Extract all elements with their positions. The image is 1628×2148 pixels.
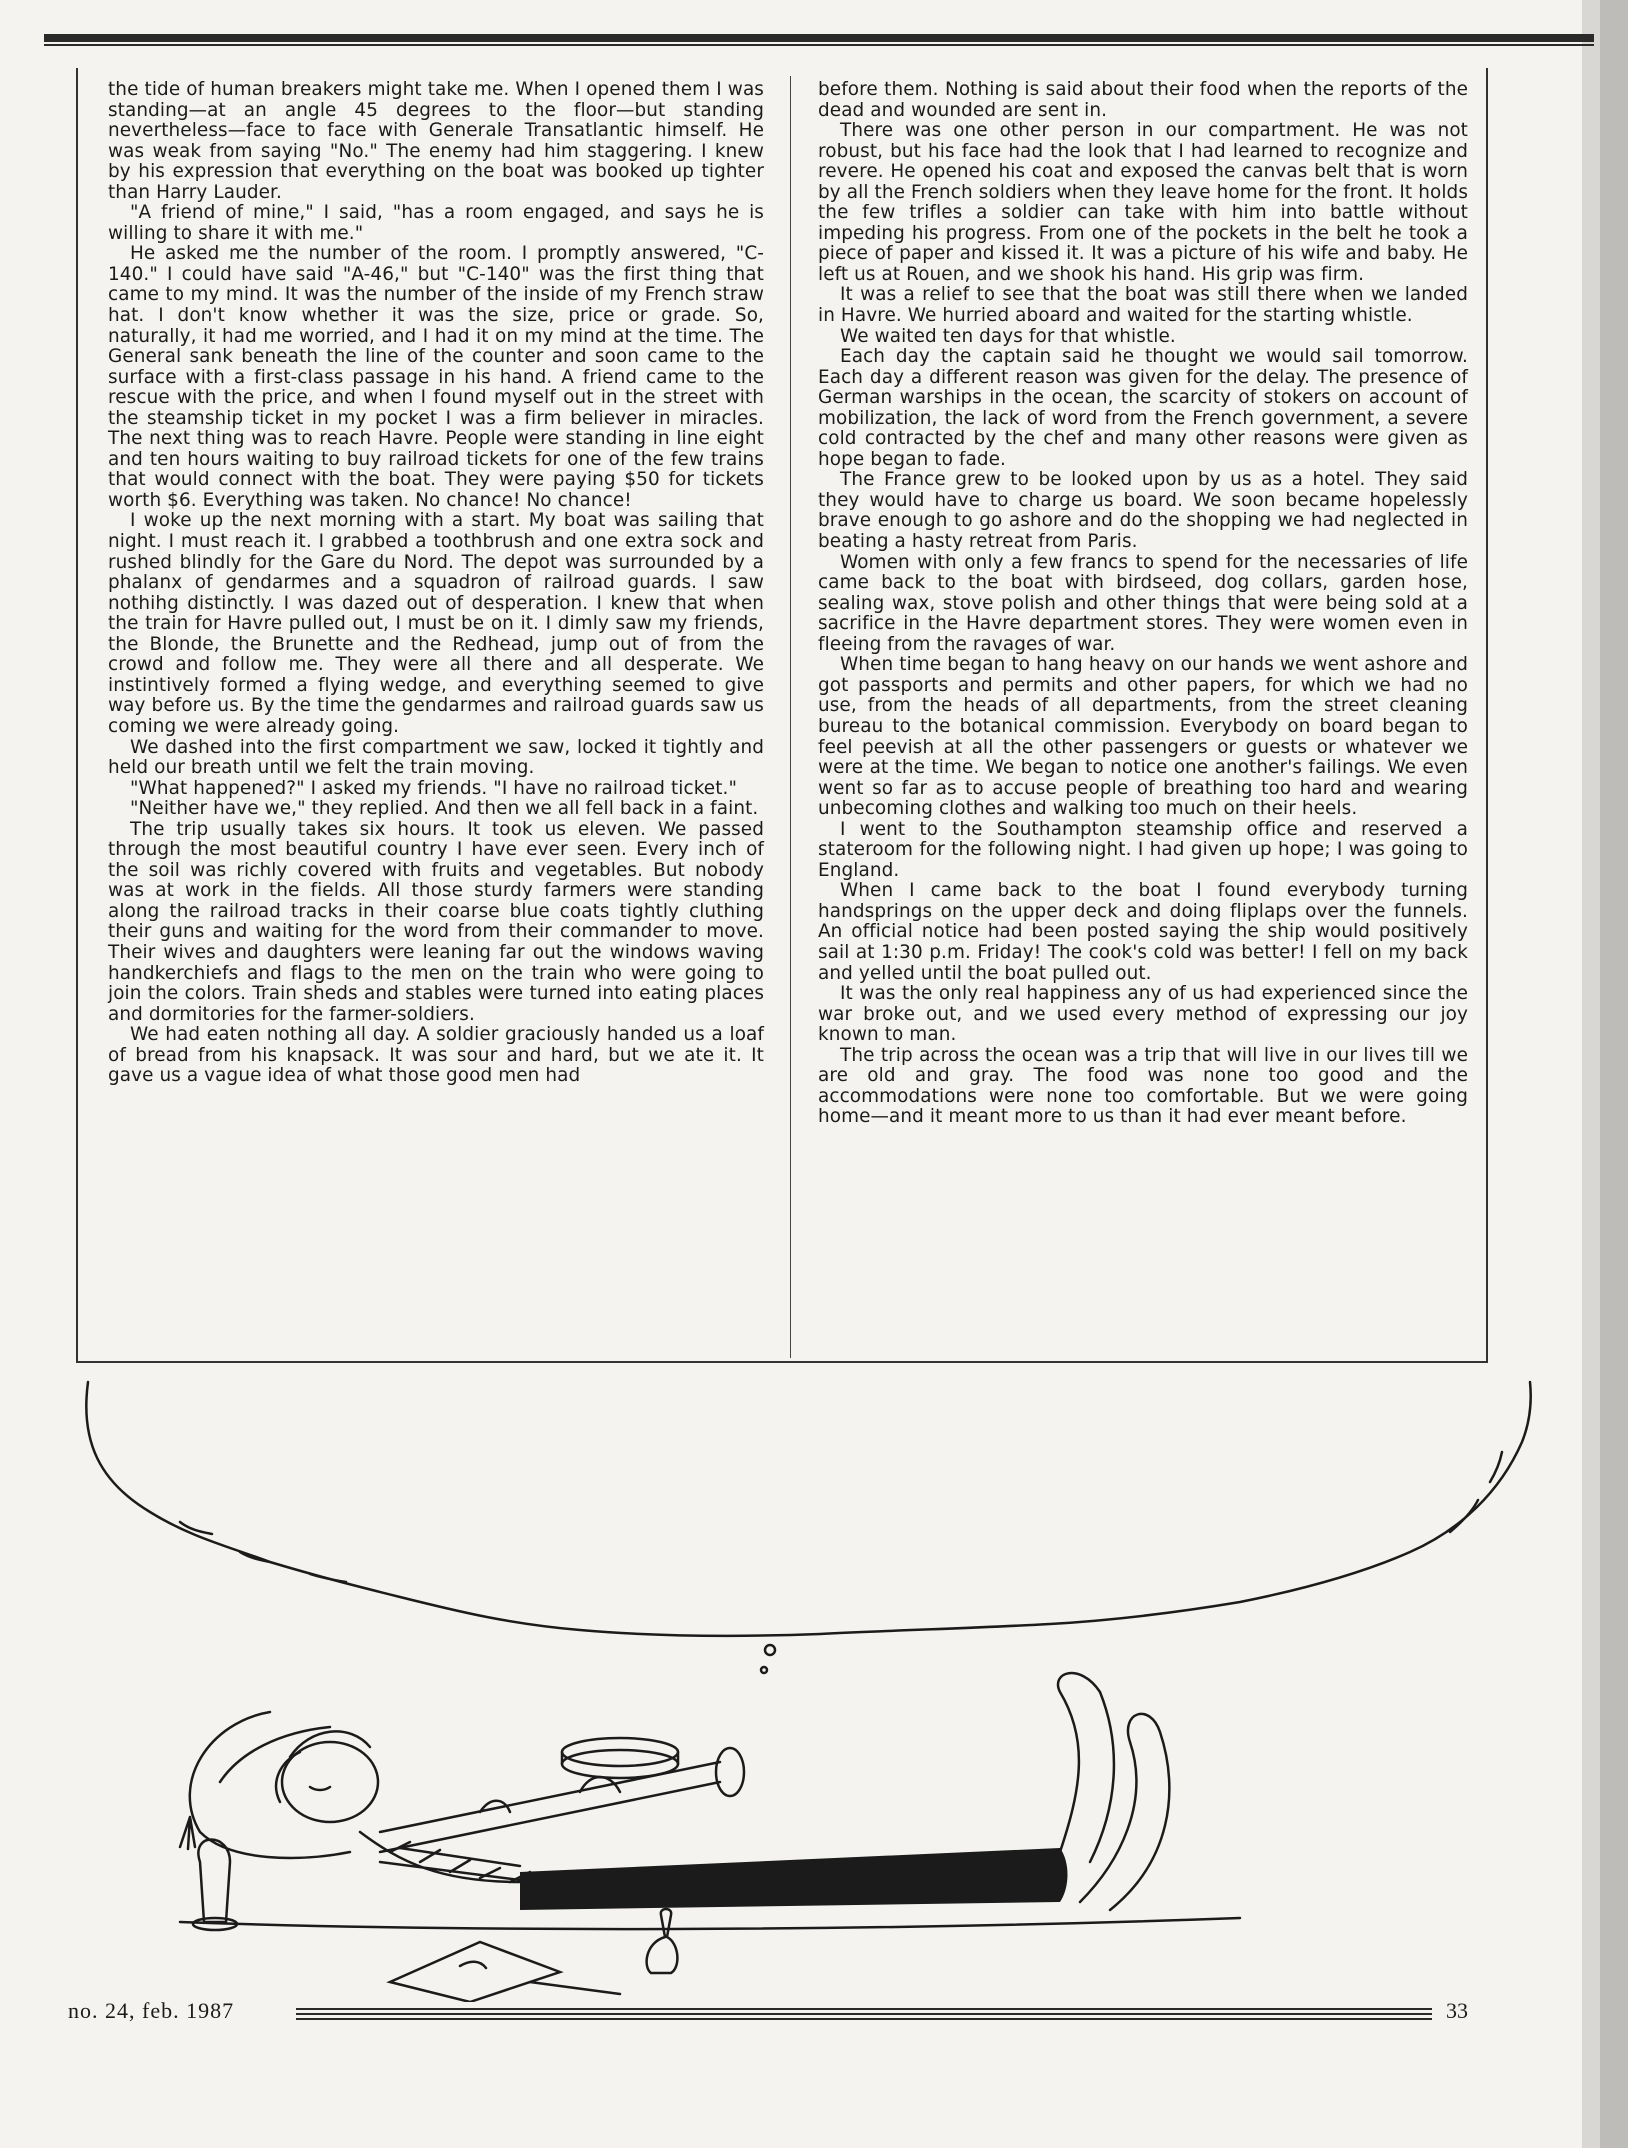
- paragraph: The trip across the ocean was a trip that will live in our lives till we are old and gray. The food was none too good and the accommodations were none too comfortable. But we were going home—and it meant more to us than it had ever meant before.: [818, 1044, 1468, 1128]
- paragraph: "A friend of mine," I said, "has a room engaged, and says he is willing to share it with me.": [108, 202, 764, 244]
- dreamer-shoe: [1080, 1714, 1169, 1910]
- paragraph: I went to the Southampton steamship office and reserved a stateroom for the following night. I had given up hope; I was going to England.: [818, 818, 1468, 881]
- page-spine-edge: [1600, 0, 1628, 2148]
- cup: [198, 1840, 230, 1923]
- paragraph: The France grew to be looked upon by us as a hotel. They said they would have to charge us board. We soon became hopelessly brave enough to go ashore and do the shopping we had neglected in beating a hasty retreat from Paris.: [818, 469, 1468, 553]
- article-column-right: [818, 80, 1468, 1128]
- spyglass-drum: [562, 1738, 678, 1766]
- footer-rule: [296, 2013, 1432, 2015]
- top-rule: [44, 34, 1594, 42]
- paragraph: There was one other person in our compartment. He was not robust, but his face had the look that I had learned to recognize and revere. He opened his coat and exposed the canvas belt that is worn by all the French soldiers when they leave home for the front. It holds the few trifles a soldier can take with him into battle without impeding his progress. From one of the pockets in the belt he took a piece of paper and kissed it. It was a picture of his wife and baby. He left us at Rouen, and we shook his hand. His grip was firm.: [818, 120, 1468, 285]
- thought-bubble: [765, 1645, 775, 1655]
- paragraph: "Neither have we," they replied. And then we all fell back in a faint.: [130, 798, 759, 820]
- paragraph: "What happened?" I asked my friends. "I have no railroad ticket.": [130, 777, 738, 799]
- paragraph: It was a relief to see that the boat was still there when we landed in Havre. We hurried aboard and waited for the starting whistle.: [818, 284, 1468, 327]
- dreamer-trousers: [520, 1848, 1068, 1910]
- paragraph: We waited ten days for that whistle.: [840, 325, 1176, 347]
- paragraph: It was the only real happiness any of us had experienced since the war broke out, and we used every method of expressing our joy known to man.: [818, 983, 1468, 1046]
- paragraph: the tide of human breakers might take me. When I opened them I was standing—at an angle 45 degrees to the floor—but standing nevertheless—face to face with Generale Transatlantic himself. He was weak from saying "No." The enemy had him staggering. I knew by his expression that everything on the boat was booked up tighter than Harry Lauder.: [108, 79, 764, 203]
- column-divider: [790, 76, 791, 1358]
- footer-rule: [296, 2018, 1432, 2020]
- paragraph: We had eaten nothing all day. A soldier graciously handed us a loaf of bread from his knapsack. It was sour and hard, but we ate it. It gave us a vague idea of what those good men had: [108, 1024, 764, 1087]
- page-number: 33: [1446, 1998, 1468, 2023]
- footer-rule: [296, 2008, 1432, 2010]
- paragraph: He asked me the number of the room. I promptly answered, "C-140." I could have said "A-46," but "C-140" was the first thing that came to my mind. It was the number of the inside of my French straw hat. I don't know whether it was the size, price or grade. So, naturally, it had me worried, and I had it on my mind at the time. The General sank beneath the line of the counter and soon came to the surface with a first-class passage in his hand. A friend came to the rescue with the price, and when I found myself out in the street with the steamship ticket in my pocket I was a firm believer in miracles. The next thing was to reach Havre. People were standing in line eight and ten hours waiting to buy railroad tickets for one of the few trains that would connect with the boat. They were paying $50 for tickets worth $6. Everything was taken. No chance! No chance!: [108, 243, 764, 511]
- floor-line: [180, 1918, 1240, 1929]
- paragraph: When time began to hang heavy on our hands we went ashore and got passports and permits and other papers, for which we had no use, from the heads of all departments, from the street cleaning bureau to the botanical commission. Everybody on board began to feel peevish at all the other passengers or guests or whatever we were at the time. We began to notice one another's failings. We even went so far as to accuse people of breathing too hard and wearing unbecoming clothes and walking too much on their heels.: [818, 654, 1468, 820]
- spyglass: [380, 1762, 720, 1852]
- paragraph: When I came back to the boat I found everybody turning handsprings on the upper deck and doing fliplaps over the funnels. An official notice had been posted saying the ship would positively sail at 1:30 p.m. Friday! The cook's cold was better! I fell on my back and yelled until the boat pulled out.: [818, 880, 1468, 984]
- issue-line: no. 24, feb. 1987: [68, 1998, 235, 2023]
- article-column-left: [108, 80, 764, 1087]
- thought-cloud: [86, 1382, 1530, 1636]
- paragraph: Women with only a few francs to spend for the necessaries of life came back to the boat with birdseed, dog collars, garden hose, sealing wax, stove polish and other things that were being sold at a sacrifice in the Havre department stores. They were women even in fleeing from the ravages of war.: [818, 551, 1468, 655]
- paragraph: I woke up the next morning with a start. My boat was sailing that night. I must reach it. I grabbed a toothbrush and one extra sock and rushed blindly for the Gare du Nord. The depot was surrounded by a phalanx of gendarmes and a squadron of railroad guards. I saw nothihg distinctly. I was dazed out of desperation. I knew that when the train for Havre pulled out, I must be on it. I dimly saw my friends, the Blonde, the Brunette and the Redhead, jump out of from the crowd and follow me. They were all there and all desperate. We instintively formed a flying wedge, and everything seemed to give way before us. By the time the gendarmes and railroad guards saw us coming we were already going.: [108, 510, 764, 737]
- top-rule-thin: [44, 44, 1594, 46]
- paragraph: We dashed into the first compartment we saw, locked it tightly and held our breath until we felt the train moving.: [108, 736, 764, 779]
- cartoon-illustration: [60, 1362, 1560, 2002]
- dreamer-shoe: [1058, 1673, 1114, 1862]
- pen: [530, 1982, 620, 1994]
- paragraph: Each day the captain said he thought we would sail tomorrow. Each day a different reason was given for the delay. The presence of German warships in the ocean, the scarcity of stokers on account of mobilization, the lack of word from the French government, a severe cold contracted by the chef and many other reasons were given as hope began to fade.: [818, 346, 1468, 470]
- pillow-tassel: [180, 1817, 195, 1849]
- pillow: [190, 1712, 350, 1858]
- paper-sheet: [390, 1942, 560, 2002]
- thought-bubble: [761, 1667, 767, 1673]
- paragraph: The trip usually takes six hours. It took us eleven. We passed through the most beautiful country I have ever seen. Every inch of the soil was richly covered with fruits and vegetables. But nobody was at work in the fields. All those sturdy farmers were standing along the railroad tracks in their coarse blue coats tightly cluthing their guns and waiting for the word from their commander to move. Their wives and daughters were leaning far out the windows waving handkerchiefs and flags to the men on the train who were going to join the colors. Train sheds and stables were turned into eating places and dormitories for the farmer-soldiers.: [108, 818, 764, 1025]
- bottle: [647, 1909, 678, 1973]
- paragraph: before them. Nothing is said about their food when the reports of the dead and wounded are sent in.: [818, 79, 1468, 121]
